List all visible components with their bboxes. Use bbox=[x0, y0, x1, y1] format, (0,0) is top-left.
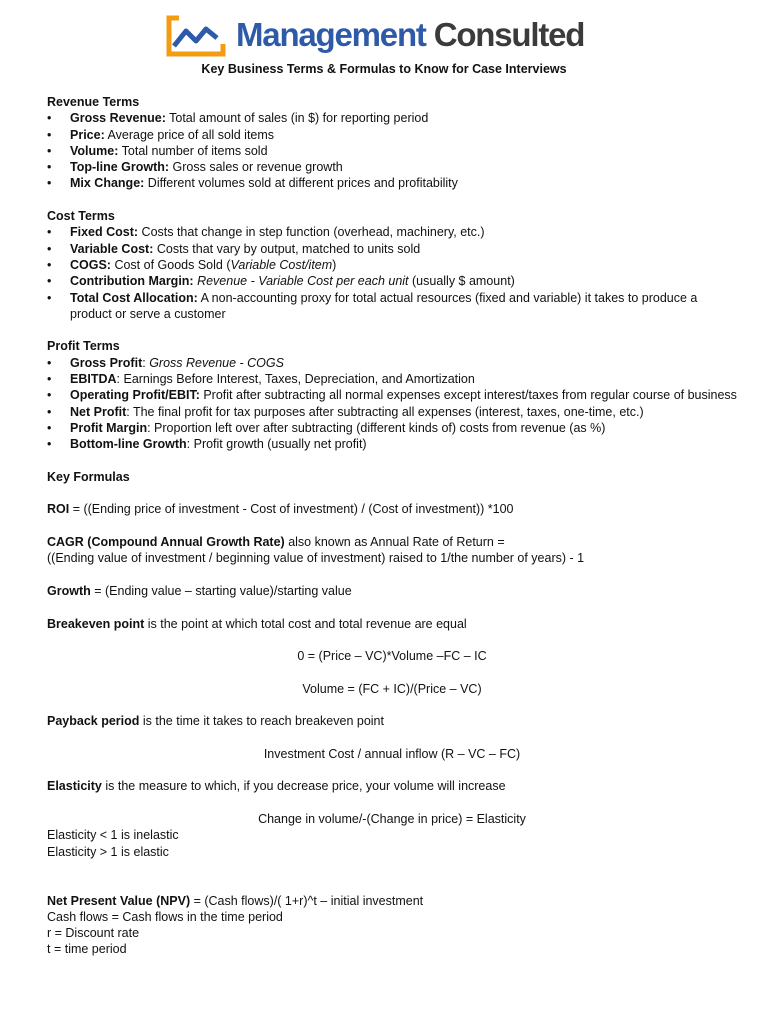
npv-discount-rate: r = Discount rate bbox=[47, 926, 140, 941]
brand-name-part2: Consulted bbox=[433, 16, 585, 53]
elasticity-elastic: Elasticity > 1 is elastic bbox=[47, 844, 169, 859]
page-title: Key Business Terms & Formulas to Know for Case Interviews bbox=[201, 62, 567, 76]
cagr-formula: CAGR (Compound Annual Growth Rate) also known as Annual Rate of Return = bbox=[47, 535, 505, 550]
list-item: • Bottom-line Growth: Profit growth (usually net profit) bbox=[47, 436, 737, 452]
chart-line-logo-icon bbox=[165, 14, 227, 58]
list-item: • Gross Revenue: Total amount of sales (in $) for reporting period bbox=[47, 110, 737, 126]
list-item: • Contribution Margin: Revenue - Variable Cost per each unit (usually $ amount) bbox=[47, 273, 737, 289]
profit-list bbox=[47, 355, 737, 453]
list-item: • EBITDA: Earnings Before Interest, Taxes, Depreciation, and Amortization bbox=[47, 371, 737, 387]
breakeven-equation-2: Volume = (FC + IC)/(Price – VC) bbox=[302, 681, 482, 696]
cost-heading: Cost Terms bbox=[47, 209, 115, 224]
cagr-formula-line2: ((Ending value of investment / beginning value of investment) raised to 1/the number of years) - 1 bbox=[47, 551, 585, 566]
list-item: • Gross Profit: Gross Revenue - COGS bbox=[47, 355, 737, 371]
breakeven-equation-1: 0 = (Price – VC)*Volume –FC – IC bbox=[297, 649, 487, 664]
npv-formula: Net Present Value (NPV) = (Cash flows)/( 1+r)^t – initial investment bbox=[47, 893, 424, 908]
list-item: • Top-line Growth: Gross sales or revenue growth bbox=[47, 159, 737, 175]
document-body bbox=[47, 94, 737, 958]
elasticity-inelastic: Elasticity < 1 is inelastic bbox=[47, 828, 179, 843]
header bbox=[0, 12, 768, 60]
npv-cash-flows: Cash flows = Cash flows in the time period bbox=[47, 909, 283, 924]
list-item: • Fixed Cost: Costs that change in step function (overhead, machinery, etc.) bbox=[47, 224, 737, 240]
payback-equation: Investment Cost / annual inflow (R – VC – FC) bbox=[263, 746, 521, 761]
list-item: • Mix Change: Different volumes sold at different prices and profitability bbox=[47, 175, 737, 191]
elasticity-definition: Elasticity is the measure to which, if you decrease price, your volume will increase bbox=[47, 779, 506, 794]
list-item: • COGS: Cost of Goods Sold (Variable Cost/item) bbox=[47, 257, 737, 273]
formulas-heading: Key Formulas bbox=[47, 469, 130, 484]
cost-list bbox=[47, 224, 737, 322]
npv-time-period: t = time period bbox=[47, 942, 127, 957]
revenue-heading: Revenue Terms bbox=[47, 95, 140, 109]
growth-formula: Growth = (Ending value – starting value)/starting value bbox=[47, 583, 352, 598]
roi-formula: ROI = ((Ending price of investment - Cost of investment) / (Cost of investment)) *100 bbox=[47, 502, 514, 517]
brand-name bbox=[236, 13, 584, 57]
list-item: • Volume: Total number of items sold bbox=[47, 143, 737, 159]
brand-name-part1: Management bbox=[236, 16, 426, 53]
revenue-list bbox=[47, 110, 737, 191]
elasticity-equation: Change in volume/-(Change in price) = Elasticity bbox=[258, 812, 526, 827]
list-item: • Price: Average price of all sold items bbox=[47, 127, 737, 143]
profit-heading: Profit Terms bbox=[47, 339, 120, 354]
breakeven-definition: Breakeven point is the point at which total cost and total revenue are equal bbox=[47, 616, 467, 631]
list-item: • Profit Margin: Proportion left over after subtracting (different kinds of) costs from revenue (as %) bbox=[47, 420, 737, 436]
list-item: • Net Profit: The final profit for tax purposes after subtracting all expenses (interest, taxes, one-time, etc.) bbox=[47, 404, 737, 420]
list-item: • Total Cost Allocation: A non-accounting proxy for total actual resources (fixed and variable) it takes to produce a product or serve a customer bbox=[47, 290, 737, 323]
list-item: • Variable Cost: Costs that vary by output, matched to units sold bbox=[47, 241, 737, 257]
list-item: • Operating Profit/EBIT: Profit after subtracting all normal expenses except interest/taxes from regular course of business bbox=[47, 387, 737, 403]
payback-definition: Payback period is the time it takes to reach breakeven point bbox=[47, 714, 384, 729]
